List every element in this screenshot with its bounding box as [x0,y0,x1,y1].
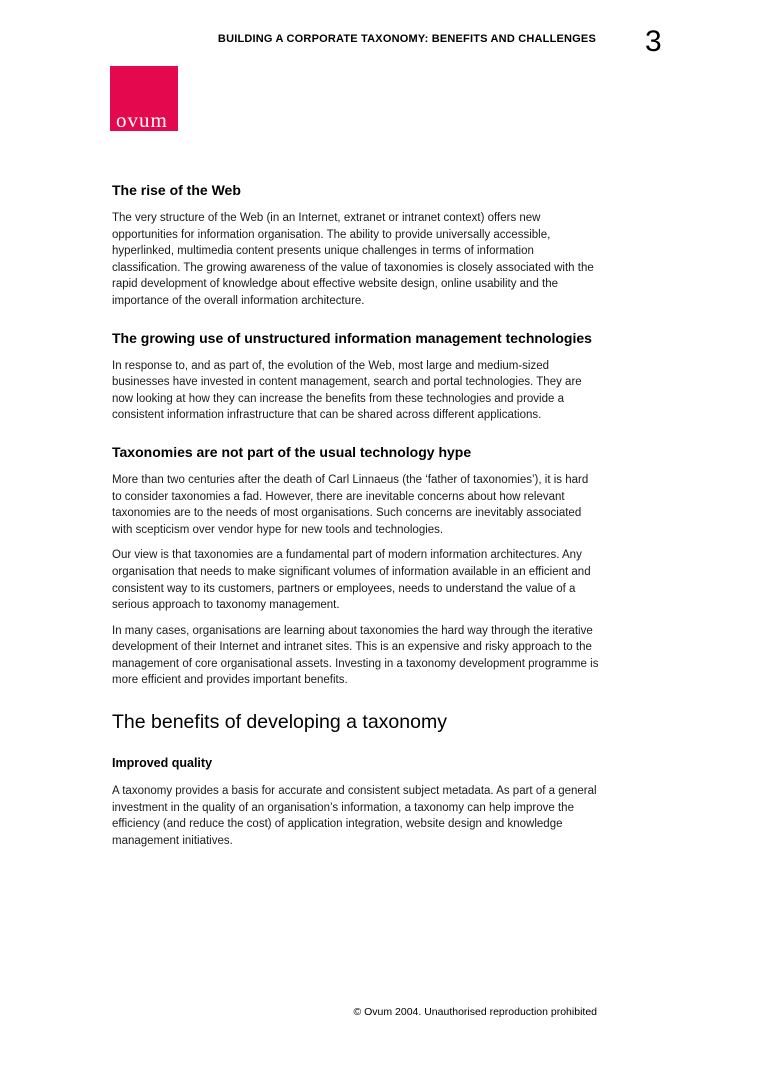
paragraph: More than two centuries after the death of Carl Linnaeus (the ‘father of taxonomies’), it is hard to consider taxonomies a fad. However, there are inevitable concerns about how relevant taxonomies are to the needs of most organisations. Such concerns are inevitably associated with scepticism over vendor hype for new tools and technologies. [112,473,589,536]
chapter-heading-benefits: The benefits of developing a taxonomy [112,711,447,734]
section-heading-rise-of-web: The rise of the Web [112,182,241,198]
ovum-logo-text: ovum [116,107,168,132]
paragraph: The very structure of the Web (in an Internet, extranet or intranet context) offers new opportunities for information organisation. The ability to provide universally accessible, hyperlinked, multimedia content presents unique challenges in terms of information classification. The growing awareness of the value of taxonomies is closely associated with the rapid development of knowledge about effective website design, online usability and the importance of the overall information architecture. [112,212,594,307]
running-header-title: BUILDING A CORPORATE TAXONOMY: BENEFITS AND CHALLENGES [217,33,596,45]
section-heading-growing-use: The growing use of unstructured information management technologies [112,329,592,346]
paragraph: A taxonomy provides a basis for accurate and consistent subject metadata. As part of a general investment in the quality of an organisation’s information, a taxonomy can help improve the efficiency (and reduce the cost) of application integration, website design and knowledge management initiatives. [112,785,597,847]
copyright-notice: © Ovum 2004. Unauthorised reproduction prohibited [353,1006,597,1018]
page-number: 3 [645,25,662,58]
document-body [112,181,599,858]
subsection-heading-improved-quality: Improved quality [112,756,213,771]
section-heading-not-hype: Taxonomies are not part of the usual technology hype [112,443,472,460]
paragraph: In many cases, organisations are learning about taxonomies the hard way through the iterative development of their Internet and intranet sites. This is an expensive and risky approach to the management of core organisational assets. Investing in a taxonomy development programme is more efficient and provides important benefits. [112,624,599,687]
paragraph: In response to, and as part of, the evolution of the Web, most large and medium-sized businesses have invested in content management, search and portal technologies. They are now looking at how they can increase the benefits from these technologies and provide a consistent information infrastructure that can be shared across different applications. [112,359,582,422]
paragraph: Our view is that taxonomies are a fundamental part of modern information architectures. Any organisation that needs to make significant volumes of information available in an efficient and consistent way to its customers, partners or employees, needs to understand the value of a serious approach to taxonomy management. [112,549,591,612]
ovum-logo [110,66,178,131]
